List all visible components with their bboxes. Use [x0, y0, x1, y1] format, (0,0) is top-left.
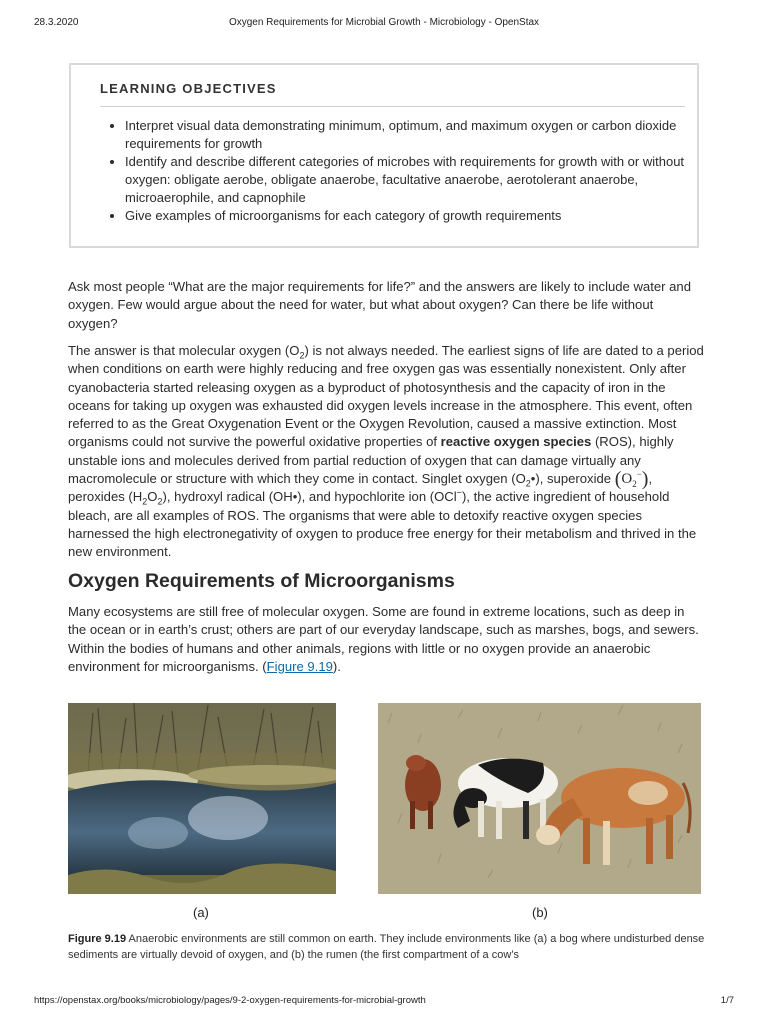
ros-paragraph: The answer is that molecular oxygen $(O_2)$ is not always needed. The earliest signs of life are dated to a period when conditions on earth were highly reducing and free oxygen gas was essentially nonexistent. Only after cyanobacteria started releasing oxygen as a byproduct of photosynthesis and the capacity of iron in the oceans for taking up oxygen was exhausted did oxygen levels increase in the atmosphere. This event, often referred to as the Great Oxygenation Event or the Oxygen Revolution, caused a massive extinction. Most organisms could not survive the powerful oxidative properties of reactive oxygen species (ROS), highly unstable ions and molecules derived from partial reduction of oxygen that can damage virtually any macromolecule or structure with which they come in contact. Singlet oxygen $(O_2•)$, superoxide $(O_2^-)$, peroxides $(H_2O_2)$, hydroxyl radical (OH•), and hypochlorite ion (OCl−), the active ingredient of household bleach, are all examples of ROS. The organisms that were able to detoxify reactive oxygen species harnessed the high electronegativity of oxygen to produce free energy for their metabolism and thrived in the new environment. [68, 343, 704, 560]
reactive-oxygen-species-term: reactive oxygen species [440, 434, 592, 450]
intro-paragraph: Ask most people “What are the major requirements for life?” and the answers are likely to include water and oxygen. Few would argue about the need for water, but what about oxygen? Can there be life without oxygen? [68, 279, 691, 331]
bog-photo [68, 703, 336, 894]
learning-objective-item: • Interpret visual data demonstrating minimum, optimum, and maximum oxygen or carbon dioxide requirements for growth [125, 117, 695, 153]
figure-caption: Figure 9.19 Anaerobic environments are still common on earth. They include environments like (a) a bog where undisturbed dense sediments are virtually devoid of oxygen, and (b) the rumen (the first compartment of a cow’s [68, 933, 705, 961]
learning-objectives-box [69, 63, 699, 248]
cows-photo [378, 703, 701, 894]
superoxide-formula: $O_2^-$ [621, 469, 642, 490]
figure-label-a: (a) [193, 905, 209, 920]
learning-objectives-divider [100, 106, 685, 107]
print-page-title: Oxygen Requirements for Microbial Growth - Microbiology - OpenStax [228, 17, 540, 28]
print-date: 28.3.2020 [34, 17, 79, 28]
learning-objectives-list [107, 117, 695, 225]
learning-objective-item: • Identify and describe different categories of microbes with requirements for growth with or without oxygen: obligate aerobe, obligate anaerobe, facultative anaerobe, aerotolerant anaerobe, microaerophile, and capnophile [125, 153, 695, 207]
ecosystem-paragraph: Many ecosystems are still free of molecular oxygen. Some are found in extreme locations, such as deep in the ocean or in earth’s crust; others are part of our everyday landscape, such as marshes, bogs, and sewers. Within the bodies of humans and other animals, regions with little or no oxygen provide an anaerobic environment for microorganisms. (Figure 9.19). [68, 604, 699, 674]
learning-objective-item: • Give examples of microorganisms for each category of growth requirements [125, 207, 695, 225]
page-number: 1/7 [720, 995, 734, 1006]
page-url: https://openstax.org/books/microbiology/pages/9-2-oxygen-requirements-for-microbial-growth [34, 995, 426, 1006]
figure-label-b: (b) [532, 905, 548, 920]
figure-caption-label: Figure 9.19 [68, 933, 127, 945]
section-heading: Oxygen Requirements of Microorganisms [68, 570, 455, 592]
figure-9-19-link[interactable]: Figure 9.19 [266, 658, 333, 674]
learning-objectives-title: LEARNING OBJECTIVES [100, 81, 277, 96]
